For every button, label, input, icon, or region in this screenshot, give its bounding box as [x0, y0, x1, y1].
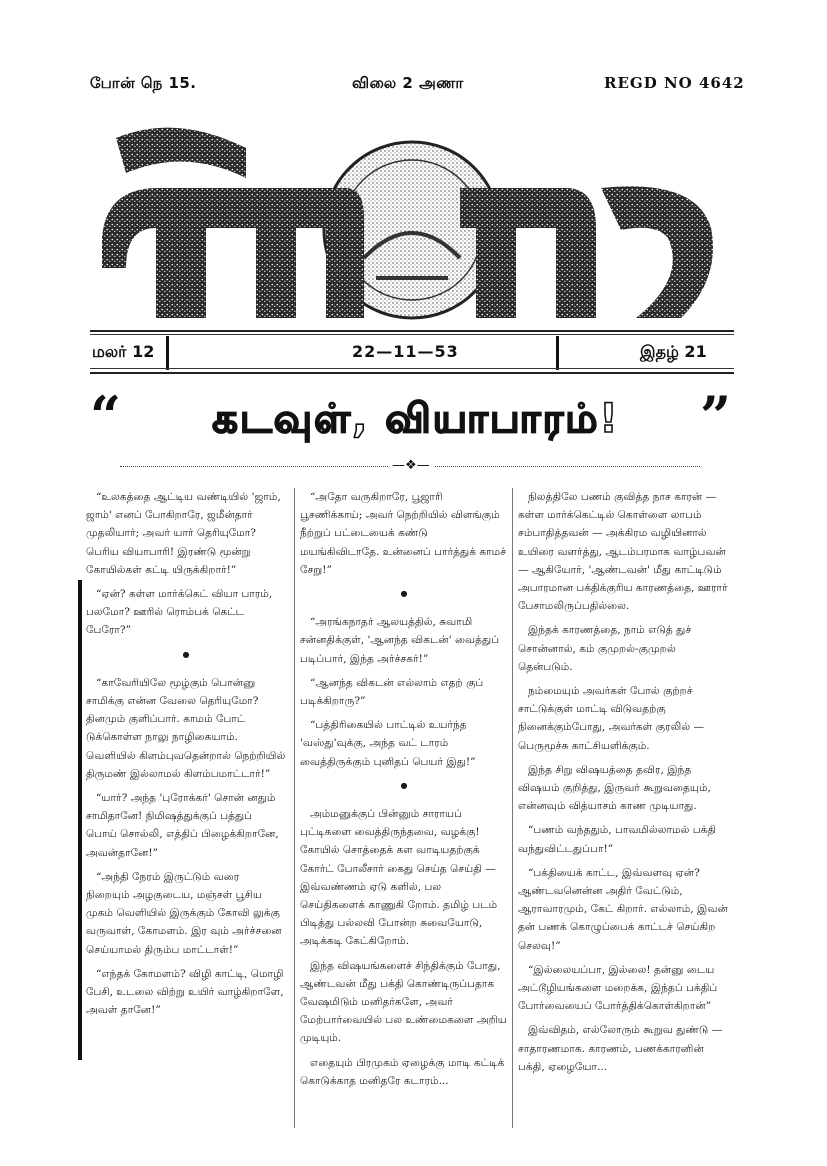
col1-para-2: “ஏன்? கள்ள மார்க்கெட் வியா பாரம், பலமோ? ஊரில் ரொம்பக் கெட்ட பேரோ?”: [86, 588, 273, 637]
col1-para-5: “அந்தி நேரம் இருட்டும் வரை நிறையும் அழகுடைய, மஞ்சள் பூசிய முகம் வெளியில் இருக்கும் கோவி லுக்கு வருவாள், கோமளம். இர வும் அர்ச்சனை செய்யாமல் திரும்ப மாட்டாள்!”: [86, 870, 282, 956]
col3-para-5: “பணம் வந்ததும், பாவமில்லாமல் பக்தி வந்துவிட்டதுப்பா!”: [518, 824, 717, 855]
col3-para-8: இவ்விதம், எல்லோரும் கூறுவ துண்டு — சாதாரணமாக. காரணம், பணக்காரனின் பக்தி, ஏழையோ...: [518, 1024, 723, 1073]
col2-para-1: “அதோ வருகிறாரே, பூஜாரி பூசணிக்காய்; அவர் நெற்றியில் விளங்கும் நீற்றுப் பட்டையைக் கண்டு மயங்கிவிடாதே. உன்னைப் பார்த்துக் காமச் சேறு!”: [300, 491, 507, 576]
rule-bottom-thin: [90, 368, 734, 369]
registration-number: REGD NO 4642: [604, 74, 745, 92]
rule-bottom: [90, 372, 734, 374]
col2-separator-2: ●: [400, 780, 408, 790]
column-1: [86, 488, 286, 1025]
issue-date: 22—11—53: [352, 342, 459, 361]
left-margin-bar: [78, 580, 82, 1060]
column-rule-2: [512, 488, 513, 1128]
issue-number: இதழ் 21: [640, 342, 707, 361]
col3-para-7: “இல்லையப்பா, இல்லை! தன்னு டைய அட்டூழியங்களை மறைக்க, இந்தப் பக்திப் போர்வையைப் போர்த்திக்கொள்கிறான்”: [518, 963, 718, 1013]
col1-para-6: “எந்தக் கோமளம்? விழி காட்டி, மொழி பேசி, உடலை விற்று உயிர் வாழ்கிறாளே, அவள் தானே!”: [86, 967, 284, 1017]
masthead: [96, 118, 728, 330]
phone-number: போன் நெ 15.: [90, 74, 197, 92]
col2-separator-1: ●: [400, 589, 408, 599]
col2-para-5: அம்மனுக்குப் பின்னும் சாராயப் புட்டிகளை வைத்திருந்தவை, வழக்கு! கோயில் சொத்தைக் கள வாடியதற்குக் கோர்ட் போலீசார் கைது செய்த செய்தி — இவ்வண்ணம் ஏடு களில், பல செய்திகளைக் காணுகி றோம். தமிழ் படம் பிடித்து பல்லவி போன்ற சுவையோடு, அடிக்கடி கேட்கிறோம்.: [300, 808, 498, 948]
divider-left: [166, 336, 169, 370]
col2-para-6: இந்த விஷயங்களைச் சிந்திக்கும் போது, ஆண்டவன் மீது பக்தி கொண்டிருப்பதாக வேஷமிடும் மனிதர்களே, அவர் மேற்பார்வையில் பல உண்மைகளை அறிய முடியும்.: [300, 959, 507, 1045]
headline-text: கடவுள், வியாபாரம்!: [212, 396, 620, 442]
volume-label: மலர் 12: [92, 342, 155, 361]
column-rule-1: [294, 488, 295, 1128]
col2-para-2: “அரங்கநாதர் ஆலயத்தில், சுவாமி சன்னதிக்குள், 'ஆனந்த விகடன்' வைத்துப் படிப்பார், இந்த அர்ச்சகர்!”: [300, 616, 500, 665]
col1-separator-1: ●: [182, 649, 190, 659]
column-3: [518, 488, 732, 1082]
headline-open-quote: “: [90, 384, 122, 448]
headline: [90, 384, 734, 460]
column-2: [300, 488, 508, 1096]
col3-para-6: “பக்தியைக் காட்ட, இவ்வளவு ஏன்? ஆண்டவனென்ன அதிர் வேட்டும், ஆராவாரமும், கேட் கிறார். எல்லாம், இவன் தன் பணக் கொழுப்பைக் காட்டச் செய்கிற செலவு!”: [518, 866, 728, 952]
headline-close-quote: ”: [700, 384, 732, 448]
col1-para-1: “உலகத்தை ஆட்டிய வண்டியில் 'ஜாம், ஜாம்' எனப் போகிறாரே, ஜமீன்தார் முதலியார்; அவர் யார் தெரியுமோ? பெரிய வியாபாரி! இரண்டு மூன்று கோயில்கள் கட்டி யிருக்கிறார்!”: [86, 491, 281, 576]
price: விலை 2 அணா: [352, 74, 464, 92]
col3-para-4: இந்த சிறு விஷயத்தை தவிர, இந்த விஷயம் குறித்து, இருவர் கூறுவதையும், என்னவும் வித்யாசம் காண முடியாது.: [518, 763, 711, 813]
col2-para-3: “ஆனந்த விகடன் எல்லாம் எதற் குப் படிக்கிறாரு?”: [300, 676, 484, 708]
col1-para-4: “யார்? அந்த 'புரோக்கர்' சொன் னதும் சாமிதானே! நிமிஷத்துக்குப் பத்துப் பொய் சொல்லி, எத்திப் பிழைக்கிறானே, அவன்தானே!”: [86, 792, 279, 859]
col3-para-1: நிலத்திலே பணம் குவித்த நாச காரன் — கள்ள மார்க்கெட்டில் கொள்ளை லாபம் சம்பாதித்தவன் — அக்கிரம வழியினால் உயிரை வளர்த்து, ஆடம்பரமாக வாழ்பவன் — ஆகியோர், 'ஆண்டவன்' மீது காட்டிடும் அபாரமான பக்திக்குரிய காரணத்தை, ஊரார் பேசாமலிருப்பதில்லை.: [518, 491, 728, 613]
ornament: —❖—: [388, 458, 434, 473]
col3-para-3: நம்மையும் அவர்கள் போல் குற்றச் சாட்டுக்குள் மாட்டி விடுவதற்கு நினைக்கும்போது, அவர்கள் குரலில் — பெருமூச்சு காட்சியளிக்கும்.: [518, 685, 705, 752]
col1-para-3: “காவேரியிலே மூழ்கும் பொன்னு சாமிக்கு என்ன வேலை தெரியுமோ? தினமும் குளிப்பார். காமம் போட் டுக்கொள்ள நாலு நாழிகையாம். வெளியில் கிளம்புவதென்றால் நெற்றியில் திருமண் இல்லாமல் கிளம்பமாட்டார்!”: [86, 676, 286, 780]
masthead-logo: [96, 118, 728, 330]
divider-right: [556, 336, 559, 370]
col3-para-2: இந்தக் காரணத்தை, நாம் எடுத் துச் சொன்னால், கம் குமுறல்-குமுறல் தென்படும்.: [518, 624, 692, 673]
col2-para-4: “பத்திரிகையில் பாட்டில் உயர்ந்த 'வஸ்து'வுக்கு, அந்த வட் டாரம் வைத்திருக்கும் புனிதப் பெயர் இது!”: [300, 719, 476, 768]
col2-para-7: எதையும் பிரமுகம் ஏழைக்கு மாடி கட்டிக் கொடுக்காத மனிதரே கடாரம்...: [300, 1056, 505, 1087]
rule-top: [90, 330, 734, 332]
rule-top-thin: [90, 334, 734, 335]
